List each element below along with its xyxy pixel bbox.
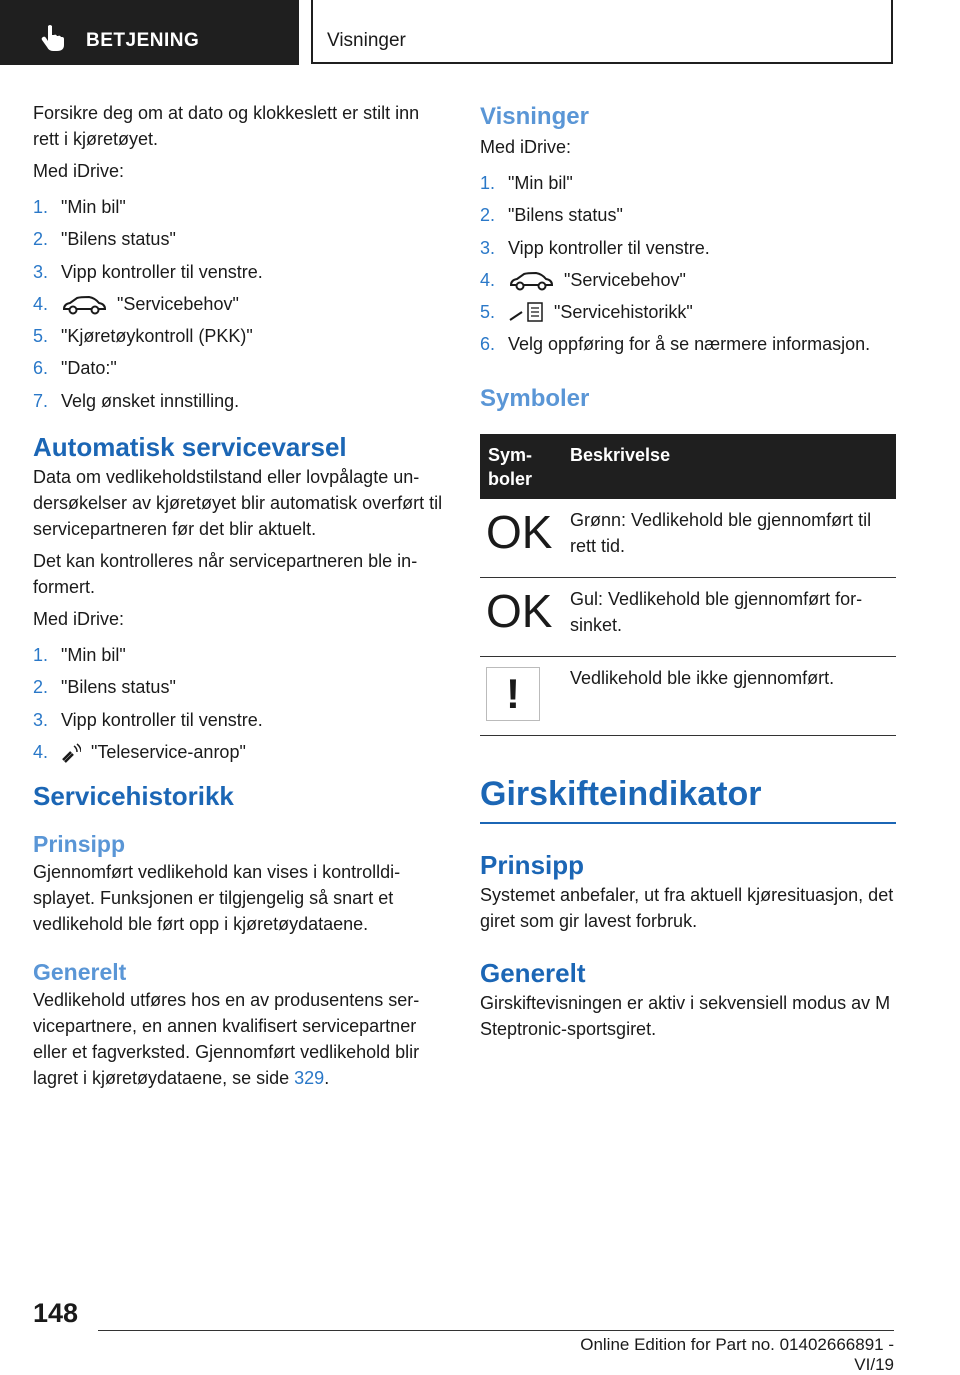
auto-service-text-1: Data om vedlikeholdstilstand eller lovpålagte undersøkelser av kjøretøyet blir automatisk overført til servicepartneren før det blir aktuelt.: [33, 467, 443, 540]
service-history-icon: [508, 300, 544, 324]
list-item: [480, 170, 896, 202]
symbols-table: [480, 434, 896, 736]
list-item: [33, 323, 443, 355]
list-item: [33, 291, 443, 323]
list-item: [33, 739, 443, 771]
step-text: "Kjøretøykontroll (PKK)": [61, 326, 253, 347]
teleservice-icon: [61, 742, 81, 764]
list-item: [33, 226, 443, 258]
step-text: "Servicebehov": [564, 269, 686, 290]
principle-text: Gjennomført vedlikehold kan vises i kontrolldisplayet. Funksjonen er tilgjengelig så snart et vedlikehold ble ført opp i kjøretøydataene.: [33, 862, 401, 935]
ok-green-icon: OK: [486, 505, 553, 558]
description-cell: Vedlikehold ble ikke gjennomført.: [562, 656, 896, 735]
step-number: 3.: [480, 237, 496, 258]
column-header: Beskrivelse: [562, 434, 896, 499]
idrive-label: Med iDrive:: [33, 161, 125, 181]
gear-principle-text: Systemet anbefaler, ut fra aktuell kjøresituasjon, det giret som gir lavest forbruk.: [480, 884, 894, 931]
list-item: [480, 331, 896, 363]
step-number: 6.: [480, 334, 496, 355]
step-text: "Bilens status": [61, 677, 176, 698]
list-item: [33, 642, 443, 674]
views-heading: Visninger: [480, 103, 589, 130]
page-link[interactable]: 329: [294, 1068, 325, 1089]
step-number: 1.: [480, 173, 496, 193]
list-item: [33, 194, 443, 226]
list-item: [480, 267, 896, 299]
table-row: [480, 656, 896, 735]
step-number: 3.: [33, 709, 49, 730]
section-label: BETJENING: [86, 30, 200, 51]
steps-list: [33, 194, 443, 420]
step-text: "Bilens status": [508, 205, 623, 226]
section-tab: [0, 0, 299, 65]
right-column: [480, 100, 896, 1048]
symbol-cell: [480, 656, 562, 735]
list-item: [33, 707, 443, 739]
list-item: [33, 355, 443, 387]
symbol-cell: [480, 499, 562, 578]
ok-yellow-icon: OK: [486, 584, 553, 637]
page-title: Visninger: [327, 30, 406, 51]
table-row: [480, 499, 896, 578]
step-number: 4.: [33, 741, 49, 762]
step-number: 5.: [33, 326, 49, 347]
list-item: [33, 388, 443, 420]
left-column: [33, 100, 443, 1091]
step-text: "Min bil": [61, 197, 126, 217]
step-text: "Teleservice-anrop": [91, 741, 246, 762]
hand-pointer-icon: [40, 24, 66, 52]
step-number: 5.: [480, 302, 496, 323]
step-number: 3.: [33, 261, 49, 282]
step-number: 1.: [33, 645, 49, 666]
column-header: Symboler: [480, 434, 562, 499]
step-text: "Bilens status": [61, 229, 176, 250]
description-cell: Grønn: Vedlikehold ble gjennomført til rett tid.: [562, 499, 896, 578]
idrive-label: Med iDrive:: [33, 609, 125, 630]
footer-divider: [98, 1330, 894, 1331]
auto-service-heading: Automatisk servicevarsel: [33, 432, 347, 463]
step-number: 2.: [33, 677, 49, 698]
list-item: [480, 202, 896, 234]
service-history-heading: Servicehistorikk: [33, 781, 234, 812]
step-text: Velg oppføring for å se nærmere informasjon.: [508, 334, 871, 355]
general-end: .: [324, 1068, 330, 1089]
table-header-row: [480, 434, 896, 499]
intro-text: Forsikre deg om at dato og klokkeslett er stilt inn rett i kjøretøyet.: [33, 103, 420, 149]
list-item: [33, 259, 443, 291]
step-number: 4.: [480, 269, 496, 290]
edition-text: Online Edition for Part no. 01402666891 - VI/19: [580, 1335, 894, 1374]
step-number: 1.: [33, 197, 49, 217]
steps-list: [480, 170, 896, 364]
step-text: Vipp kontroller til venstre.: [508, 237, 710, 258]
auto-service-text-2: Det kan kontrolleres når servicepartneren ble informert.: [33, 551, 418, 598]
step-number: 2.: [33, 229, 49, 250]
general-heading: Generelt: [33, 959, 127, 986]
gear-general-heading: Generelt: [480, 957, 586, 988]
step-text: Vipp kontroller til venstre.: [61, 709, 263, 730]
step-text: "Min bil": [508, 173, 573, 193]
symbols-heading: Symboler: [480, 384, 590, 412]
description-cell: Gul: Vedlikehold ble gjennomført forsinket.: [562, 577, 896, 656]
steps-list: [33, 642, 443, 771]
step-text: Vipp kontroller til venstre.: [61, 261, 263, 282]
list-item: [33, 674, 443, 706]
step-number: 6.: [33, 358, 49, 379]
step-text: "Servicebehov": [117, 293, 239, 314]
car-service-icon: [508, 270, 554, 292]
list-item: [480, 235, 896, 267]
warning-exclamation-icon: !: [486, 667, 540, 721]
general-text: [33, 987, 443, 1091]
symbol-cell: [480, 577, 562, 656]
step-number: 7.: [33, 390, 49, 411]
step-text: "Servicehistorikk": [554, 302, 693, 323]
car-service-icon: [61, 294, 107, 316]
gear-principle-heading: Prinsipp: [480, 849, 585, 880]
general-body: Vedlikehold utføres hos en av produsentens servicepartnere, en annen kvalifisert servicepartner eller et fagverksted. Gjennomført vedlikehold blir lagret i kjøretøydataene, se side: [33, 990, 420, 1089]
step-text: "Min bil": [61, 645, 126, 666]
table-row: [480, 577, 896, 656]
page-number: 148: [33, 1298, 79, 1328]
step-text: Velg ønsket innstilling.: [61, 390, 240, 411]
step-text: "Dato:": [61, 358, 117, 379]
gear-general-text: Girskiftevisningen er aktiv i sekvensiell modus av M Steptronic-sportsgiret.: [480, 992, 891, 1039]
step-number: 4.: [33, 293, 49, 314]
step-number: 2.: [480, 205, 496, 226]
list-item: [480, 299, 896, 331]
idrive-label: Med iDrive:: [480, 137, 572, 157]
gear-indicator-heading: Girskifteindikator: [480, 772, 896, 824]
principle-heading: Prinsipp: [33, 831, 126, 858]
page-title-box: [311, 0, 893, 64]
